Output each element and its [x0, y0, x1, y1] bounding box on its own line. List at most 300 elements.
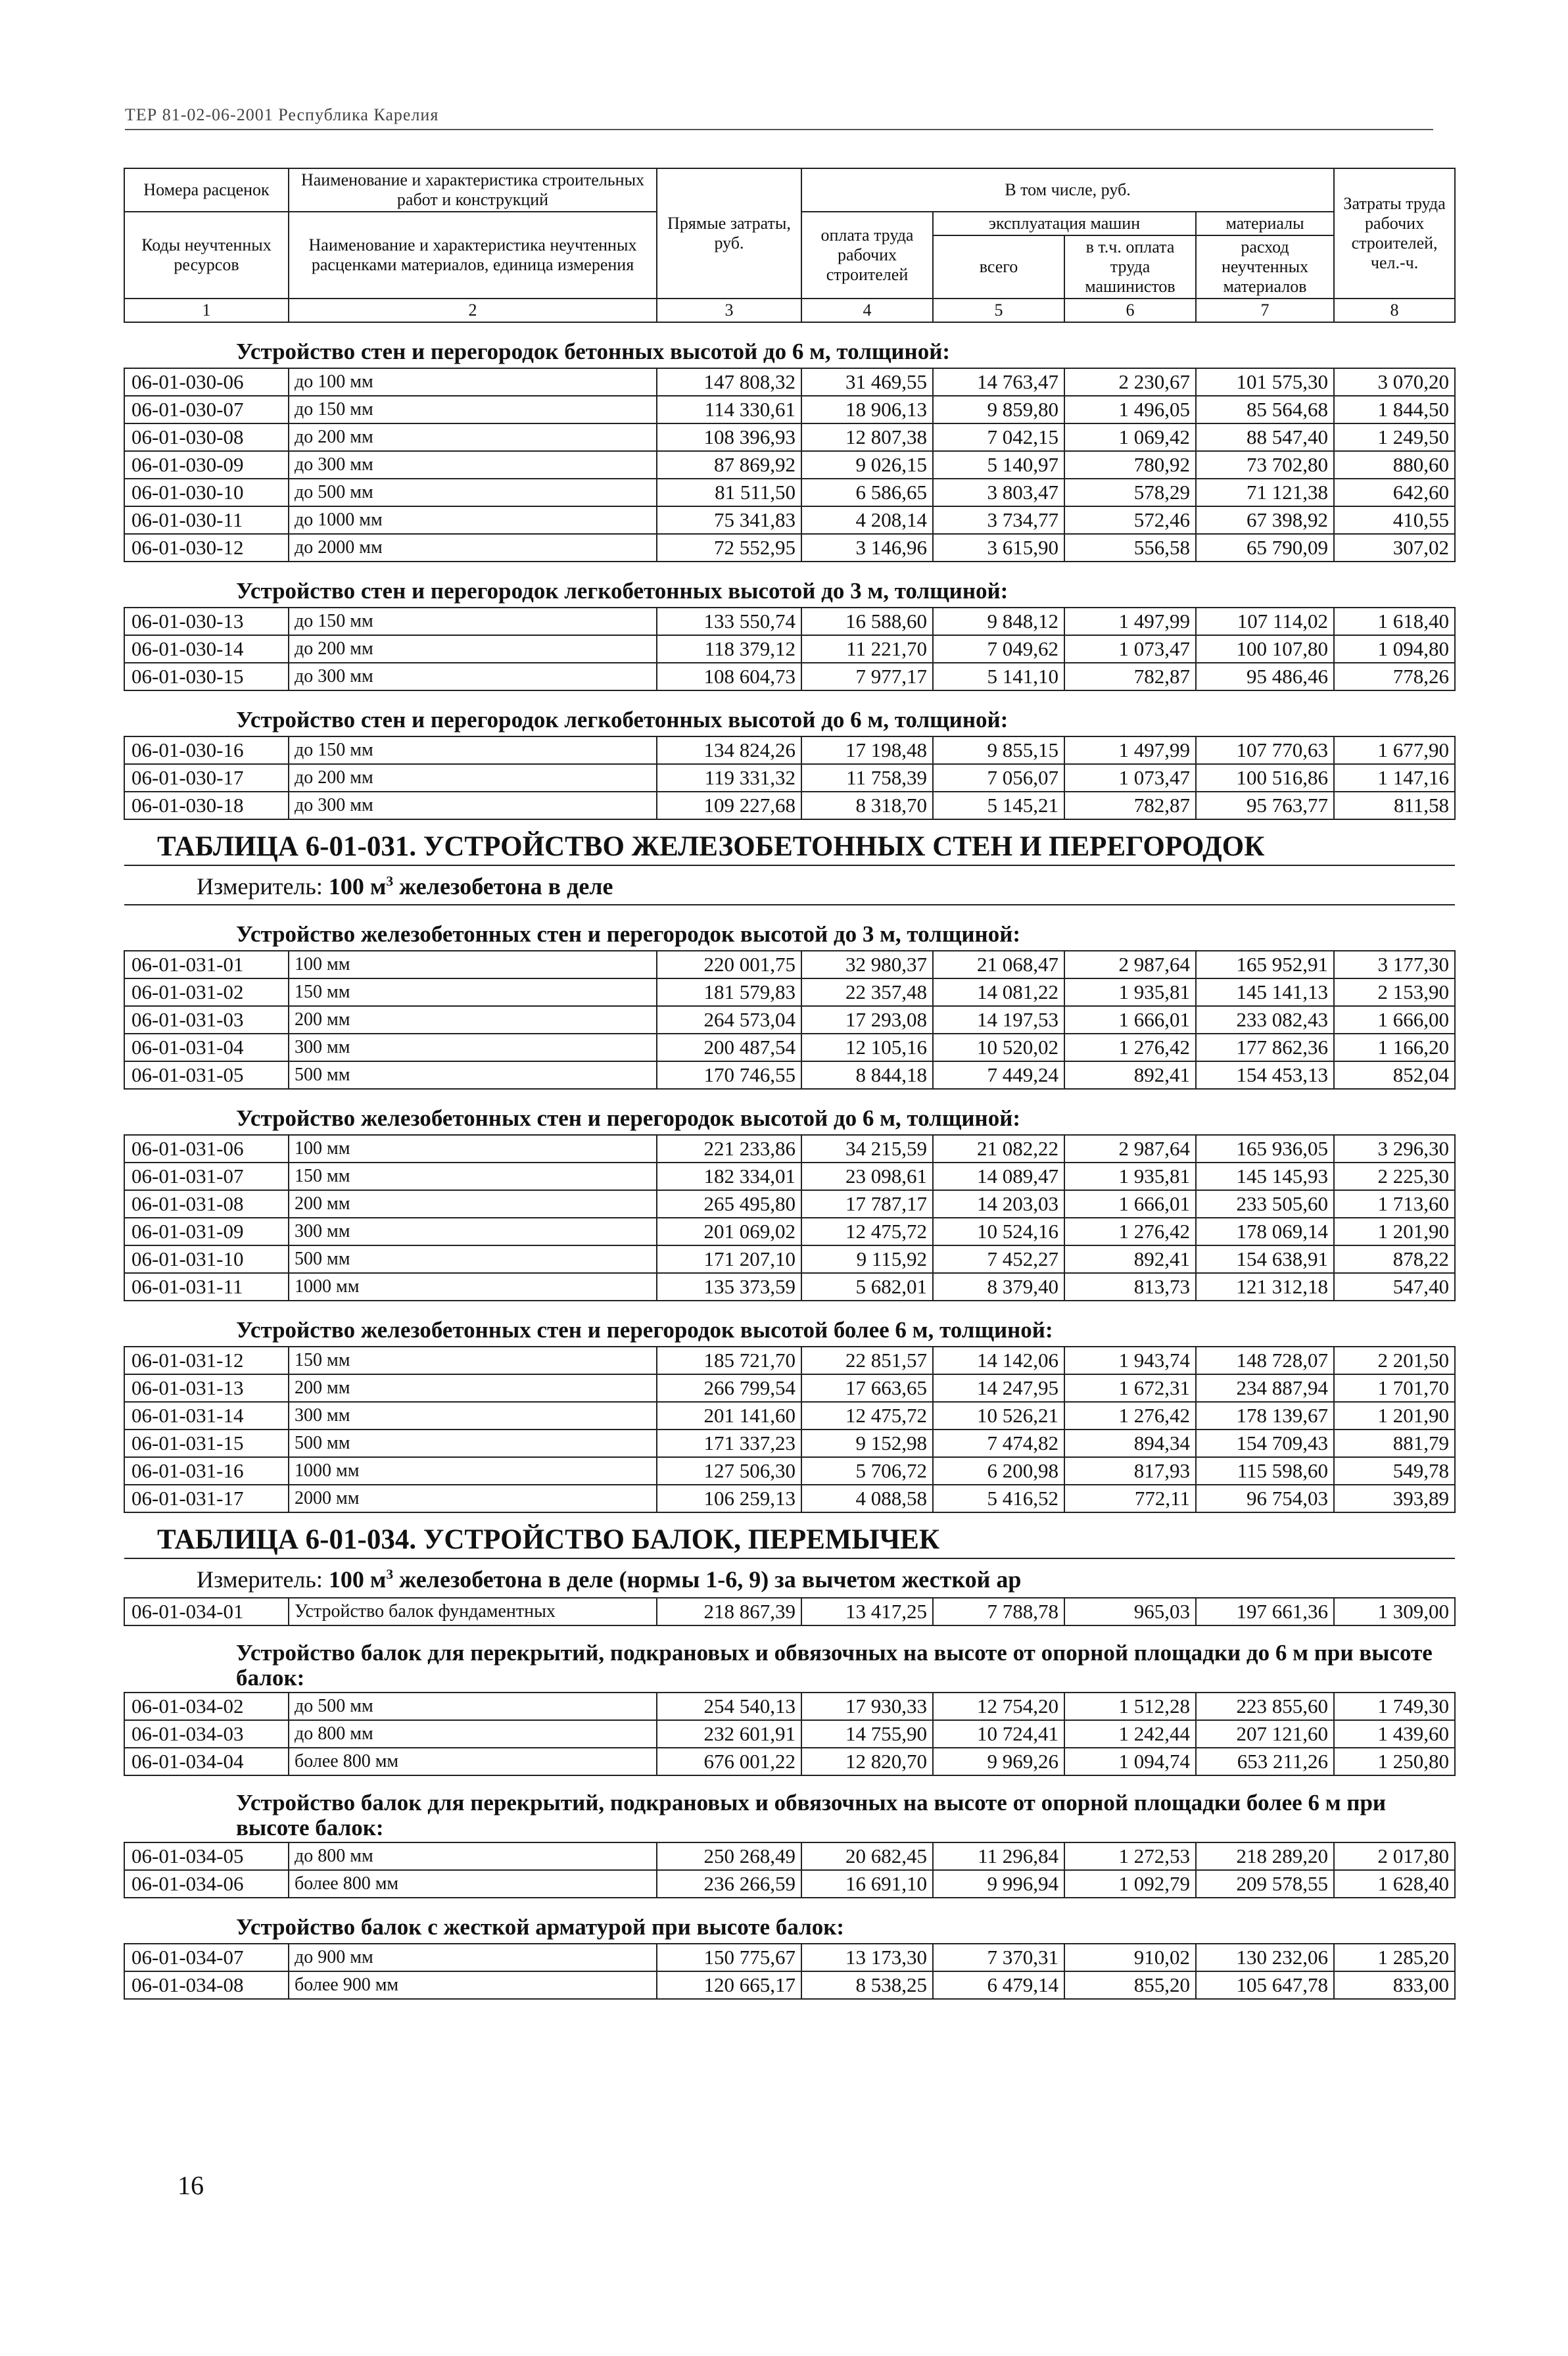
work-description: до 150 мм — [289, 736, 657, 764]
work-description: Устройство балок фундаментных — [289, 1598, 657, 1625]
column-number: 5 — [933, 299, 1064, 322]
rate-code: 06-01-030-06 — [124, 368, 289, 396]
cost-value: 892,41 — [1064, 1061, 1196, 1089]
work-description: до 150 мм — [289, 608, 657, 635]
rate-code: 06-01-030-16 — [124, 736, 289, 764]
cost-value: 107 770,63 — [1196, 736, 1334, 764]
cost-value: 1 094,80 — [1334, 635, 1455, 663]
table-row — [124, 1218, 1455, 1245]
cost-value: 1 497,99 — [1064, 608, 1196, 635]
measure-quantity: 100 м — [328, 1566, 387, 1593]
cost-value: 1 272,53 — [1064, 1842, 1196, 1870]
cost-value: 1 713,60 — [1334, 1190, 1455, 1218]
cost-value: 5 140,97 — [933, 451, 1064, 479]
cost-value: 1 094,74 — [1064, 1748, 1196, 1775]
cost-value: 8 844,18 — [801, 1061, 933, 1089]
cost-value: 96 754,03 — [1196, 1485, 1334, 1512]
cost-value: 782,87 — [1064, 792, 1196, 819]
work-description: 500 мм — [289, 1430, 657, 1457]
cost-value: 145 141,13 — [1196, 978, 1334, 1006]
cost-value: 1 666,01 — [1064, 1006, 1196, 1034]
cost-value: 1 496,05 — [1064, 396, 1196, 423]
table-body — [124, 322, 1455, 1999]
rate-code: 06-01-030-10 — [124, 479, 289, 506]
work-description: до 1000 мм — [289, 506, 657, 534]
cost-value: 572,46 — [1064, 506, 1196, 534]
cost-value: 1 935,81 — [1064, 978, 1196, 1006]
rate-code: 06-01-031-16 — [124, 1457, 289, 1485]
cost-value: 12 807,38 — [801, 423, 933, 451]
col-header-in-total: В том числе, руб. — [801, 168, 1334, 212]
work-description: 1000 мм — [289, 1273, 657, 1301]
cost-value: 18 906,13 — [801, 396, 933, 423]
work-description: до 500 мм — [289, 479, 657, 506]
cost-value: 95 763,77 — [1196, 792, 1334, 819]
cost-value: 4 088,58 — [801, 1485, 933, 1512]
cost-value: 201 141,60 — [657, 1402, 801, 1430]
cost-value: 7 042,15 — [933, 423, 1064, 451]
cost-value: 8 318,70 — [801, 792, 933, 819]
cost-value: 107 114,02 — [1196, 608, 1334, 635]
rate-code: 06-01-030-15 — [124, 663, 289, 690]
cost-value: 10 724,41 — [933, 1720, 1064, 1748]
cost-value: 182 334,01 — [657, 1163, 801, 1190]
col-header-codes-top: Номера расценок — [124, 168, 289, 212]
table-row — [124, 1430, 1455, 1457]
table-row — [124, 1034, 1455, 1061]
cost-value: 185 721,70 — [657, 1347, 801, 1374]
cost-value: 23 098,61 — [801, 1163, 933, 1190]
cost-value: 910,02 — [1064, 1944, 1196, 1971]
cost-value: 85 564,68 — [1196, 396, 1334, 423]
cost-value: 3 803,47 — [933, 479, 1064, 506]
cost-value: 73 702,80 — [1196, 451, 1334, 479]
cost-value: 5 141,10 — [933, 663, 1064, 690]
table-row — [124, 1485, 1455, 1512]
cost-value: 236 266,59 — [657, 1870, 801, 1898]
rate-code: 06-01-034-06 — [124, 1870, 289, 1898]
table-row — [124, 1245, 1455, 1273]
section-heading: Устройство железобетонных стен и перегородок высотой более 6 м, толщиной: — [124, 1301, 1455, 1347]
cost-value: 855,20 — [1064, 1971, 1196, 1999]
cost-value: 5 706,72 — [801, 1457, 933, 1485]
rates-table — [124, 168, 1456, 2000]
cost-value: 892,41 — [1064, 1245, 1196, 1273]
table-row — [124, 451, 1455, 479]
cost-value: 100 107,80 — [1196, 635, 1334, 663]
cost-value: 1 201,90 — [1334, 1218, 1455, 1245]
work-description: 200 мм — [289, 1006, 657, 1034]
table-row — [124, 1971, 1455, 1999]
cost-value: 265 495,80 — [657, 1190, 801, 1218]
cost-value: 154 638,91 — [1196, 1245, 1334, 1273]
table-row — [124, 1273, 1455, 1301]
work-description: до 300 мм — [289, 451, 657, 479]
column-number: 6 — [1064, 299, 1196, 322]
rate-code: 06-01-031-09 — [124, 1218, 289, 1245]
work-description: 100 мм — [289, 951, 657, 978]
cost-value: 1 844,50 — [1334, 396, 1455, 423]
cost-value: 307,02 — [1334, 534, 1455, 562]
cost-value: 17 293,08 — [801, 1006, 933, 1034]
cost-value: 1 276,42 — [1064, 1034, 1196, 1061]
cost-value: 135 373,59 — [657, 1273, 801, 1301]
rate-code: 06-01-031-17 — [124, 1485, 289, 1512]
work-description: 500 мм — [289, 1061, 657, 1089]
cost-value: 165 936,05 — [1196, 1135, 1334, 1163]
cost-value: 16 691,10 — [801, 1870, 933, 1898]
work-description: 100 мм — [289, 1135, 657, 1163]
cost-value: 7 049,62 — [933, 635, 1064, 663]
cost-value: 13 173,30 — [801, 1944, 933, 1971]
cost-value: 5 416,52 — [933, 1485, 1064, 1512]
cost-value: 2 017,80 — [1334, 1842, 1455, 1870]
table-row — [124, 792, 1455, 819]
cost-value: 7 452,27 — [933, 1245, 1064, 1273]
page-number: 16 — [178, 2171, 204, 2200]
table-title: ТАБЛИЦА 6-01-031. УСТРОЙСТВО ЖЕЛЕЗОБЕТОННЫХ СТЕН И ПЕРЕГОРОДОК — [124, 819, 1455, 865]
cost-value: 75 341,83 — [657, 506, 801, 534]
cost-value: 100 516,86 — [1196, 764, 1334, 792]
rate-code: 06-01-031-06 — [124, 1135, 289, 1163]
cost-value: 16 588,60 — [801, 608, 933, 635]
work-description: более 800 мм — [289, 1748, 657, 1775]
cost-value: 250 268,49 — [657, 1842, 801, 1870]
cost-value: 9 152,98 — [801, 1430, 933, 1457]
cost-value: 118 379,12 — [657, 635, 801, 663]
table-row — [124, 1374, 1455, 1402]
section-heading: Устройство стен и перегородок легкобетонных высотой до 6 м, толщиной: — [124, 690, 1455, 736]
cost-value: 1 943,74 — [1064, 1347, 1196, 1374]
cost-value: 71 121,38 — [1196, 479, 1334, 506]
cost-value: 120 665,17 — [657, 1971, 801, 1999]
cost-value: 2 225,30 — [1334, 1163, 1455, 1190]
col-header-machines: эксплуатация машин — [933, 212, 1196, 235]
cost-value: 1 618,40 — [1334, 608, 1455, 635]
rate-code: 06-01-031-04 — [124, 1034, 289, 1061]
cost-value: 12 475,72 — [801, 1218, 933, 1245]
work-description: 150 мм — [289, 978, 657, 1006]
cost-value: 147 808,32 — [657, 368, 801, 396]
section-heading: Устройство железобетонных стен и перегородок высотой до 3 м, толщиной: — [124, 905, 1455, 951]
cost-value: 165 952,91 — [1196, 951, 1334, 978]
cost-value: 653 211,26 — [1196, 1748, 1334, 1775]
table-title: ТАБЛИЦА 6-01-034. УСТРОЙСТВО БАЛОК, ПЕРЕМЫЧЕК — [124, 1512, 1455, 1558]
cost-value: 880,60 — [1334, 451, 1455, 479]
work-description: 300 мм — [289, 1218, 657, 1245]
table-row — [124, 608, 1455, 635]
table-row — [124, 1190, 1455, 1218]
table-row — [124, 1598, 1455, 1625]
cost-value: 201 069,02 — [657, 1218, 801, 1245]
col-header-worker-pay: оплата труда рабочих строителей — [801, 212, 933, 299]
cost-value: 34 215,59 — [801, 1135, 933, 1163]
cost-value: 14 247,95 — [933, 1374, 1064, 1402]
cost-value: 1 512,28 — [1064, 1693, 1196, 1720]
section-heading-row — [124, 1898, 1455, 1944]
rate-code: 06-01-030-08 — [124, 423, 289, 451]
cost-value: 32 980,37 — [801, 951, 933, 978]
cost-value: 547,40 — [1334, 1273, 1455, 1301]
cost-value: 109 227,68 — [657, 792, 801, 819]
cost-value: 9 115,92 — [801, 1245, 933, 1273]
cost-value: 578,29 — [1064, 479, 1196, 506]
rate-code: 06-01-034-04 — [124, 1748, 289, 1775]
cost-value: 12 475,72 — [801, 1402, 933, 1430]
cost-value: 11 221,70 — [801, 635, 933, 663]
cost-value: 133 550,74 — [657, 608, 801, 635]
measure-description: железобетона в деле — [393, 873, 613, 900]
col-header-name-bottom: Наименование и характеристика неучтенных расценками материалов, единица измерения — [289, 212, 657, 299]
cost-value: 115 598,60 — [1196, 1457, 1334, 1485]
rate-code: 06-01-030-14 — [124, 635, 289, 663]
work-description: более 900 мм — [289, 1971, 657, 1999]
rate-code: 06-01-031-05 — [124, 1061, 289, 1089]
cost-value: 833,00 — [1334, 1971, 1455, 1999]
cost-value: 10 520,02 — [933, 1034, 1064, 1061]
cost-value: 14 755,90 — [801, 1720, 933, 1748]
cost-value: 11 758,39 — [801, 764, 933, 792]
cost-value: 233 505,60 — [1196, 1190, 1334, 1218]
cost-value: 1 935,81 — [1064, 1163, 1196, 1190]
column-number: 2 — [289, 299, 657, 322]
table-row — [124, 635, 1455, 663]
cost-value: 22 851,57 — [801, 1347, 933, 1374]
cost-value: 1 497,99 — [1064, 736, 1196, 764]
cost-value: 72 552,95 — [657, 534, 801, 562]
table-row — [124, 663, 1455, 690]
cost-value: 12 820,70 — [801, 1748, 933, 1775]
section-heading-row — [124, 905, 1455, 951]
cost-value: 177 862,36 — [1196, 1034, 1334, 1061]
cost-value: 1 250,80 — [1334, 1748, 1455, 1775]
cost-value: 881,79 — [1334, 1430, 1455, 1457]
table-row — [124, 1061, 1455, 1089]
cost-value: 14 089,47 — [933, 1163, 1064, 1190]
cost-value: 181 579,83 — [657, 978, 801, 1006]
table-row — [124, 368, 1455, 396]
cost-value: 87 869,92 — [657, 451, 801, 479]
column-number: 8 — [1334, 299, 1455, 322]
table-row — [124, 1944, 1455, 1971]
cost-value: 7 056,07 — [933, 764, 1064, 792]
measure-unit — [124, 865, 1455, 905]
work-description: до 200 мм — [289, 635, 657, 663]
table-row — [124, 534, 1455, 562]
table-row — [124, 764, 1455, 792]
measure-row — [124, 1558, 1455, 1598]
col-header-codes-bottom: Коды неучтенных ресурсов — [124, 212, 289, 299]
table-row — [124, 1842, 1455, 1870]
cost-value: 12 105,16 — [801, 1034, 933, 1061]
cost-value: 9 026,15 — [801, 451, 933, 479]
cost-value: 14 142,06 — [933, 1347, 1064, 1374]
running-header: ТЕР 81-02-06-2001 Республика Карелия — [125, 105, 1433, 130]
cost-value: 2 987,64 — [1064, 951, 1196, 978]
cost-value: 772,11 — [1064, 1485, 1196, 1512]
cost-value: 2 153,90 — [1334, 978, 1455, 1006]
cost-value: 2 230,67 — [1064, 368, 1196, 396]
cost-value: 5 145,21 — [933, 792, 1064, 819]
table-row — [124, 479, 1455, 506]
rate-code: 06-01-034-05 — [124, 1842, 289, 1870]
cost-value: 1 628,40 — [1334, 1870, 1455, 1898]
cost-value: 234 887,94 — [1196, 1374, 1334, 1402]
cost-value: 65 790,09 — [1196, 534, 1334, 562]
work-description: до 200 мм — [289, 764, 657, 792]
cost-value: 3 734,77 — [933, 506, 1064, 534]
rate-code: 06-01-031-03 — [124, 1006, 289, 1034]
cost-value: 1 249,50 — [1334, 423, 1455, 451]
table-row — [124, 1402, 1455, 1430]
cost-value: 20 682,45 — [801, 1842, 933, 1870]
cost-value: 549,78 — [1334, 1457, 1455, 1485]
measure-description: железобетона в деле (нормы 1-6, 9) за вычетом жесткой ар — [393, 1566, 1022, 1593]
measure-exponent: 3 — [386, 873, 394, 889]
cost-value: 5 682,01 — [801, 1273, 933, 1301]
cost-value: 178 069,14 — [1196, 1218, 1334, 1245]
table-row — [124, 1748, 1455, 1775]
work-description: более 800 мм — [289, 1870, 657, 1898]
cost-value: 12 754,20 — [933, 1693, 1064, 1720]
work-description: 2000 мм — [289, 1485, 657, 1512]
cost-value: 134 824,26 — [657, 736, 801, 764]
rate-code: 06-01-030-18 — [124, 792, 289, 819]
rate-code: 06-01-031-02 — [124, 978, 289, 1006]
work-description: 150 мм — [289, 1347, 657, 1374]
cost-value: 13 417,25 — [801, 1598, 933, 1625]
cost-value: 410,55 — [1334, 506, 1455, 534]
column-numbers-row — [124, 299, 1455, 322]
measure-label: Измеритель: — [197, 1566, 323, 1593]
table-row — [124, 736, 1455, 764]
measure-value — [329, 1566, 1022, 1593]
cost-value: 9 996,94 — [933, 1870, 1064, 1898]
section-heading-row — [124, 1625, 1455, 1693]
table-row — [124, 1720, 1455, 1748]
table-row — [124, 396, 1455, 423]
cost-value: 1 069,42 — [1064, 423, 1196, 451]
column-number: 7 — [1196, 299, 1334, 322]
section-heading-row — [124, 690, 1455, 736]
cost-value: 9 855,15 — [933, 736, 1064, 764]
cost-value: 114 330,61 — [657, 396, 801, 423]
cost-value: 965,03 — [1064, 1598, 1196, 1625]
work-description: до 200 мм — [289, 423, 657, 451]
table-row — [124, 1457, 1455, 1485]
cost-value: 556,58 — [1064, 534, 1196, 562]
cost-value: 11 296,84 — [933, 1842, 1064, 1870]
col-header-machines-total: всего — [933, 235, 1064, 299]
cost-value: 811,58 — [1334, 792, 1455, 819]
measure-value — [329, 873, 613, 900]
cost-value: 7 788,78 — [933, 1598, 1064, 1625]
table-row — [124, 1006, 1455, 1034]
cost-value: 3 146,96 — [801, 534, 933, 562]
column-number: 1 — [124, 299, 289, 322]
rate-code: 06-01-034-02 — [124, 1693, 289, 1720]
table-row — [124, 1870, 1455, 1898]
cost-value: 130 232,06 — [1196, 1944, 1334, 1971]
rate-code: 06-01-031-15 — [124, 1430, 289, 1457]
cost-value: 17 930,33 — [801, 1693, 933, 1720]
rate-code: 06-01-030-17 — [124, 764, 289, 792]
work-description: до 100 мм — [289, 368, 657, 396]
cost-value: 1 201,90 — [1334, 1402, 1455, 1430]
cost-value: 119 331,32 — [657, 764, 801, 792]
section-heading: Устройство балок для перекрытий, подкрановых и обвязочных на высоте от опорной площадки до 6 м при высоте балок: — [124, 1625, 1455, 1693]
cost-value: 7 370,31 — [933, 1944, 1064, 1971]
rate-code: 06-01-031-08 — [124, 1190, 289, 1218]
cost-value: 145 145,93 — [1196, 1163, 1334, 1190]
cost-value: 207 121,60 — [1196, 1720, 1334, 1748]
cost-value: 17 198,48 — [801, 736, 933, 764]
cost-value: 101 575,30 — [1196, 368, 1334, 396]
cost-value: 7 977,17 — [801, 663, 933, 690]
table-row — [124, 951, 1455, 978]
cost-value: 393,89 — [1334, 1485, 1455, 1512]
table-row — [124, 423, 1455, 451]
cost-value: 232 601,91 — [657, 1720, 801, 1748]
col-header-operator-pay: в т.ч. оплата труда машинистов — [1064, 235, 1196, 299]
cost-value: 14 197,53 — [933, 1006, 1064, 1034]
work-description: 200 мм — [289, 1374, 657, 1402]
cost-value: 3 615,90 — [933, 534, 1064, 562]
cost-value: 3 177,30 — [1334, 951, 1455, 978]
rate-code: 06-01-034-07 — [124, 1944, 289, 1971]
column-number: 4 — [801, 299, 933, 322]
work-description: до 300 мм — [289, 792, 657, 819]
rate-code: 06-01-031-01 — [124, 951, 289, 978]
section-heading: Устройство балок с жесткой арматурой при высоте балок: — [124, 1898, 1455, 1944]
measure-label: Измеритель: — [197, 873, 323, 900]
work-description: 1000 мм — [289, 1457, 657, 1485]
cost-value: 7 474,82 — [933, 1430, 1064, 1457]
cost-value: 894,34 — [1064, 1430, 1196, 1457]
section-heading-row — [124, 1089, 1455, 1135]
cost-value: 105 647,78 — [1196, 1971, 1334, 1999]
measure-exponent: 3 — [386, 1566, 394, 1582]
cost-value: 148 728,07 — [1196, 1347, 1334, 1374]
section-heading: Устройство стен и перегородок легкобетонных высотой до 3 м, толщиной: — [124, 562, 1455, 608]
cost-value: 209 578,55 — [1196, 1870, 1334, 1898]
section-heading-row — [124, 562, 1455, 608]
cost-value: 17 663,65 — [801, 1374, 933, 1402]
cost-value: 780,92 — [1064, 451, 1196, 479]
work-description: до 500 мм — [289, 1693, 657, 1720]
cost-value: 81 511,50 — [657, 479, 801, 506]
cost-value: 1 276,42 — [1064, 1218, 1196, 1245]
cost-value: 1 166,20 — [1334, 1034, 1455, 1061]
cost-value: 9 848,12 — [933, 608, 1064, 635]
cost-value: 264 573,04 — [657, 1006, 801, 1034]
col-header-direct-costs: Прямые затраты, руб. — [657, 168, 801, 299]
rate-code: 06-01-031-07 — [124, 1163, 289, 1190]
work-description: 200 мм — [289, 1190, 657, 1218]
cost-value: 21 068,47 — [933, 951, 1064, 978]
cost-value: 154 453,13 — [1196, 1061, 1334, 1089]
rate-code: 06-01-030-12 — [124, 534, 289, 562]
work-description: 150 мм — [289, 1163, 657, 1190]
table-row — [124, 1347, 1455, 1374]
cost-value: 852,04 — [1334, 1061, 1455, 1089]
rate-code: 06-01-031-10 — [124, 1245, 289, 1273]
table-head — [124, 168, 1455, 322]
cost-value: 1 749,30 — [1334, 1693, 1455, 1720]
cost-value: 88 547,40 — [1196, 423, 1334, 451]
cost-value: 1 672,31 — [1064, 1374, 1196, 1402]
cost-value: 1 073,47 — [1064, 764, 1196, 792]
